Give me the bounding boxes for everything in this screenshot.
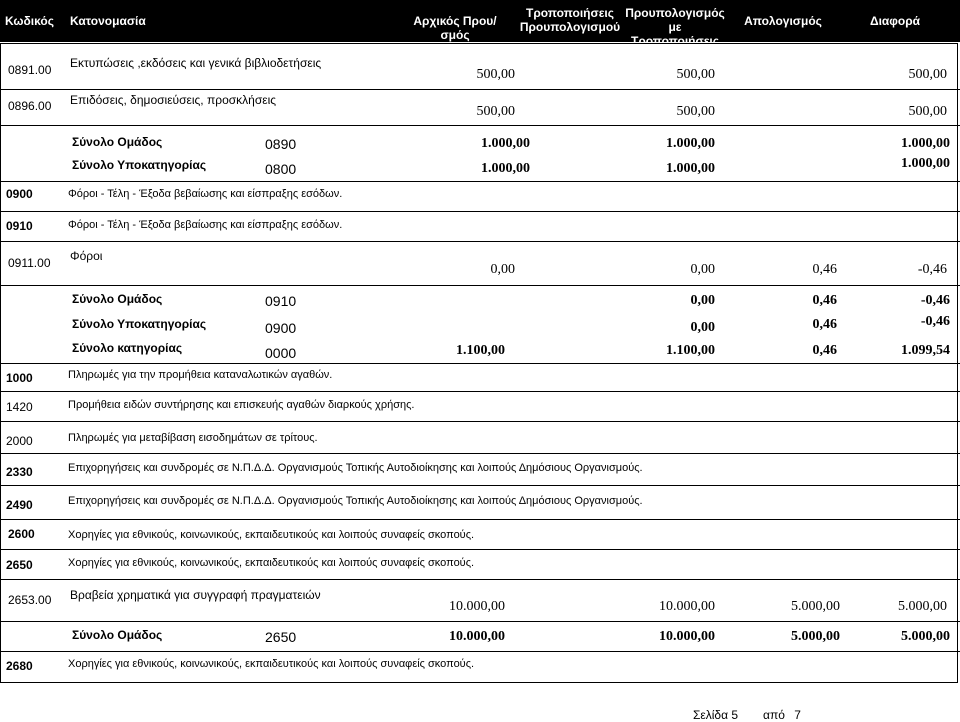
header-amendments: Τροποποιήσεις Προυπολογισμού — [519, 6, 621, 34]
header-budget-amended: Προυπολογισμός με Τροποποιήσεις — [625, 6, 725, 48]
amendments-value: 1.000,00 — [481, 136, 530, 151]
amendments-value: 0,00 — [490, 262, 515, 277]
total-group-code: 0800 — [265, 161, 297, 177]
page-indicator — [693, 708, 738, 722]
row-divider — [0, 621, 960, 622]
row-description: Βραβεία χρηματικά για συγγραφή πραγματειών — [70, 588, 321, 602]
actual-value: 0,46 — [812, 317, 837, 332]
total-pages: 7 — [794, 708, 801, 722]
row-code: 2680 — [6, 659, 33, 673]
page-label: Σελίδα — [693, 708, 729, 722]
row-divider — [0, 651, 960, 652]
total-group-code: 0000 — [265, 345, 297, 361]
total-label: Σύνολο κατηγορίας — [72, 341, 183, 355]
total-label: Σύνολο Ομάδος — [72, 135, 163, 149]
row-code: 2600 — [8, 527, 35, 541]
row-description: Φόροι - Τέλη - Έξοδα βεβαίωσης και είσπραξης εσόδων. — [68, 188, 343, 200]
row-code: 0891.00 — [8, 63, 52, 77]
row-code: 2000 — [6, 434, 33, 448]
row-description: Φόροι - Τέλη - Έξοδα βεβαίωσης και είσπραξης εσόδων. — [68, 219, 343, 231]
total-group-code: 0900 — [265, 320, 297, 336]
budget-amended-value: 10.000,00 — [659, 599, 715, 614]
row-code: 2653.00 — [8, 593, 52, 607]
row-divider — [0, 485, 960, 486]
header-initial-budget: Αρχικός Πρου/σμός — [413, 14, 497, 42]
budget-amended-value: 500,00 — [676, 67, 715, 82]
header-code: Κωδικός — [5, 14, 55, 28]
amendments-value: 500,00 — [476, 104, 515, 119]
row-description: Προμήθεια ειδών συντήρησης και επισκευής αγαθών διαρκούς χρήσης. — [68, 399, 415, 411]
budget-amended-value: 1.000,00 — [666, 136, 715, 151]
row-description: Εκτυπώσεις ,εκδόσεις και γενικά βιβλιοδετήσεις — [70, 56, 322, 70]
total-label: Σύνολο Υποκατηγορίας — [72, 158, 207, 172]
row-divider — [0, 549, 960, 550]
difference-value: 1.000,00 — [901, 136, 950, 151]
header-difference: Διαφορά — [869, 14, 921, 28]
of-label: από — [763, 708, 785, 722]
header-actual: Απολογισμός — [744, 14, 822, 28]
difference-value: -0,46 — [920, 293, 950, 308]
total-group-code: 2650 — [265, 629, 297, 645]
amendments-value: 10.000,00 — [449, 629, 505, 644]
row-code: 2330 — [6, 465, 33, 479]
budget-amended-value: 0,00 — [690, 320, 715, 335]
total-label: Σύνολο Υποκατηγορίας — [72, 317, 207, 331]
amendments-value: 1.000,00 — [481, 161, 530, 176]
row-code: 0910 — [6, 219, 33, 233]
budget-amended-value: 1.000,00 — [666, 161, 715, 176]
row-description: Πληρωμές για την προμήθεια καταναλωτικών αγαθών. — [68, 369, 333, 381]
row-divider — [0, 519, 960, 520]
row-code: 0896.00 — [8, 99, 52, 113]
total-group-code: 0890 — [265, 136, 297, 152]
budget-amended-value: 1.100,00 — [666, 343, 715, 358]
row-description: Χορηγίες για εθνικούς, κοινωνικούς, εκπαιδευτικούς και λοιπούς συναφείς σκοπούς. — [68, 658, 475, 670]
amendments-value: 1.100,00 — [456, 343, 505, 358]
row-divider — [0, 421, 960, 422]
row-divider — [0, 453, 960, 454]
budget-amended-value: 0,00 — [690, 262, 715, 277]
row-divider — [0, 89, 960, 90]
row-code: 0900 — [6, 187, 33, 201]
difference-value: 5.000,00 — [898, 599, 947, 614]
difference-value: 1.099,54 — [901, 343, 950, 358]
budget-amended-value: 0,00 — [690, 293, 715, 308]
row-code: 2650 — [6, 558, 33, 572]
difference-value: 1.000,00 — [901, 156, 950, 171]
row-code: 2490 — [6, 498, 33, 512]
row-code: 0911.00 — [8, 256, 51, 270]
difference-value: -0,46 — [920, 314, 950, 329]
difference-value: 5.000,00 — [901, 629, 950, 644]
amendments-value: 500,00 — [476, 67, 515, 82]
page-total — [763, 708, 801, 722]
difference-value: 500,00 — [908, 67, 947, 82]
row-divider — [0, 579, 960, 580]
difference-value: 500,00 — [908, 104, 947, 119]
amendments-value: 10.000,00 — [449, 599, 505, 614]
row-divider — [0, 241, 960, 242]
row-divider — [0, 125, 960, 126]
total-label: Σύνολο Ομάδος — [72, 628, 163, 642]
actual-value: 5.000,00 — [791, 629, 840, 644]
row-divider — [0, 211, 960, 212]
budget-amended-value: 10.000,00 — [659, 629, 715, 644]
actual-value: 0,46 — [812, 343, 837, 358]
row-divider — [0, 363, 960, 364]
row-description: Χορηγίες για εθνικούς, κοινωνικούς, εκπαιδευτικούς και λοιπούς συναφείς σκοπούς. — [68, 529, 475, 541]
row-description: Πληρωμές για μεταβίβαση εισοδημάτων σε τρίτους. — [68, 432, 318, 444]
header-name: Κατονομασία — [70, 14, 146, 28]
difference-value: -0,46 — [917, 262, 947, 277]
total-group-code: 0910 — [265, 293, 297, 309]
page-number: 5 — [731, 708, 739, 722]
row-divider — [0, 181, 960, 182]
total-label: Σύνολο Ομάδος — [72, 292, 163, 306]
budget-amended-value: 500,00 — [676, 104, 715, 119]
actual-value: 5.000,00 — [791, 599, 840, 614]
row-description: Χορηγίες για εθνικούς, κοινωνικούς, εκπαιδευτικούς και λοιπούς συναφείς σκοπούς. — [68, 557, 475, 569]
actual-value: 0,46 — [812, 262, 837, 277]
row-description: Φόροι — [70, 249, 103, 263]
row-divider — [0, 391, 960, 392]
actual-value: 0,46 — [812, 293, 837, 308]
row-description: Επιχορηγήσεις και συνδρομές σε Ν.Π.Δ.Δ. Οργανισμούς Τοπικής Αυτοδιοίκησης και λοιπούς Δημόσιους Οργανισμούς. — [68, 462, 643, 474]
row-description: Επιχορηγήσεις και συνδρομές σε Ν.Π.Δ.Δ. Οργανισμούς Τοπικής Αυτοδιοίκησης και λοιπούς Δημόσιους Οργανισμούς. — [68, 495, 643, 507]
row-divider — [0, 285, 960, 286]
row-description: Επιδόσεις, δημοσιεύσεις, προσκλήσεις — [70, 93, 277, 107]
row-code: 1420 — [6, 400, 33, 414]
row-code: 1000 — [6, 371, 33, 385]
